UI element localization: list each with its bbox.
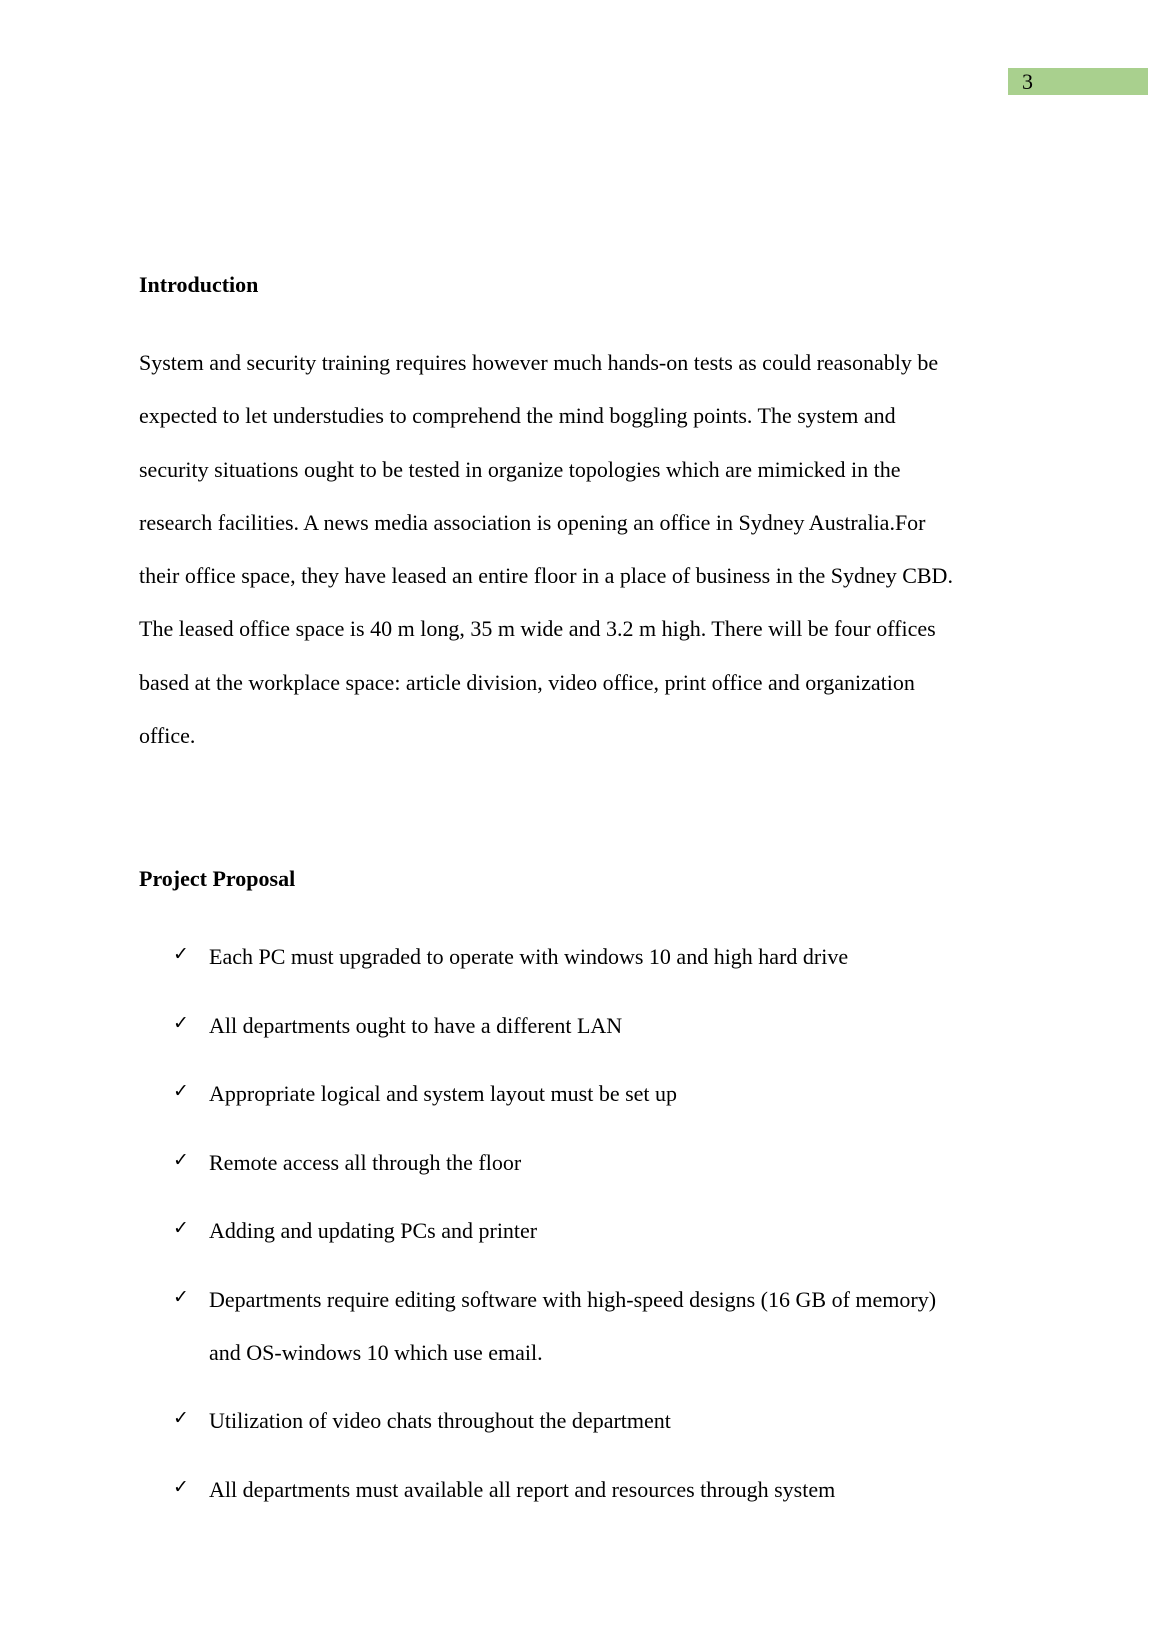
list-item-text: Remote access all through the floor xyxy=(209,1149,522,1175)
list-item xyxy=(139,1067,1019,1120)
paragraph-line: System and security training requires however much hands-on tests as could reasonably be xyxy=(139,350,939,375)
list-item-text: Adding and updating PCs and printer xyxy=(209,1218,538,1244)
paragraph-line: security situations ought to be tested in organize topologies which are mimicked in the xyxy=(139,456,901,482)
checkmark-icon: ✓ xyxy=(173,1080,189,1103)
list-item-text: and OS-windows 10 which use email. xyxy=(209,1339,543,1365)
introduction-heading: Introduction xyxy=(139,272,259,297)
list-item xyxy=(139,930,1019,983)
list-item-text: Departments require editing software with high-speed designs (16 GB of memory) xyxy=(209,1286,937,1312)
paragraph-line: research facilities. A news media association is opening an office in Sydney Australia.For xyxy=(139,509,926,535)
list-item-text: Utilization of video chats throughout the department xyxy=(209,1408,671,1434)
paragraph-line: office. xyxy=(139,723,196,749)
list-item xyxy=(139,1394,1019,1447)
page-number: 3 xyxy=(1008,68,1148,95)
checkmark-icon: ✓ xyxy=(173,1475,189,1498)
list-item xyxy=(139,1204,1019,1257)
list-item-text: All departments ought to have a different LAN xyxy=(209,1012,623,1038)
list-item-text: Each PC must upgraded to operate with windows 10 and high hard drive xyxy=(209,944,849,970)
list-item xyxy=(139,1463,1019,1516)
checkmark-icon: ✓ xyxy=(173,1148,189,1171)
document-body xyxy=(139,270,1019,1531)
project-proposal-heading: Project Proposal xyxy=(139,866,296,892)
checkmark-icon: ✓ xyxy=(173,943,189,966)
checkmark-icon: ✓ xyxy=(173,1011,189,1034)
paragraph-line: The leased office space is 40 m long, 35 m wide and 3.2 m high. There will be four offices xyxy=(139,616,936,642)
paragraph-line: based at the workplace space: article division, video office, print office and organization xyxy=(139,669,915,695)
checkmark-icon: ✓ xyxy=(173,1407,189,1430)
checkmark-icon: ✓ xyxy=(173,1285,189,1308)
list-item xyxy=(139,1273,1019,1379)
list-item-text: All departments must available all report and resources through system xyxy=(209,1476,836,1502)
checkmark-icon: ✓ xyxy=(173,1217,189,1240)
list-item xyxy=(139,999,1019,1052)
introduction-paragraph xyxy=(139,336,1019,762)
list-item-text: Appropriate logical and system layout must be set up xyxy=(209,1081,678,1107)
paragraph-line: expected to let understudies to comprehend the mind boggling points. The system and xyxy=(139,403,896,429)
paragraph-line: their office space, they have leased an entire floor in a place of business in the Sydney CBD. xyxy=(139,563,953,589)
list-item xyxy=(139,1136,1019,1189)
proposal-list xyxy=(139,930,1019,1516)
